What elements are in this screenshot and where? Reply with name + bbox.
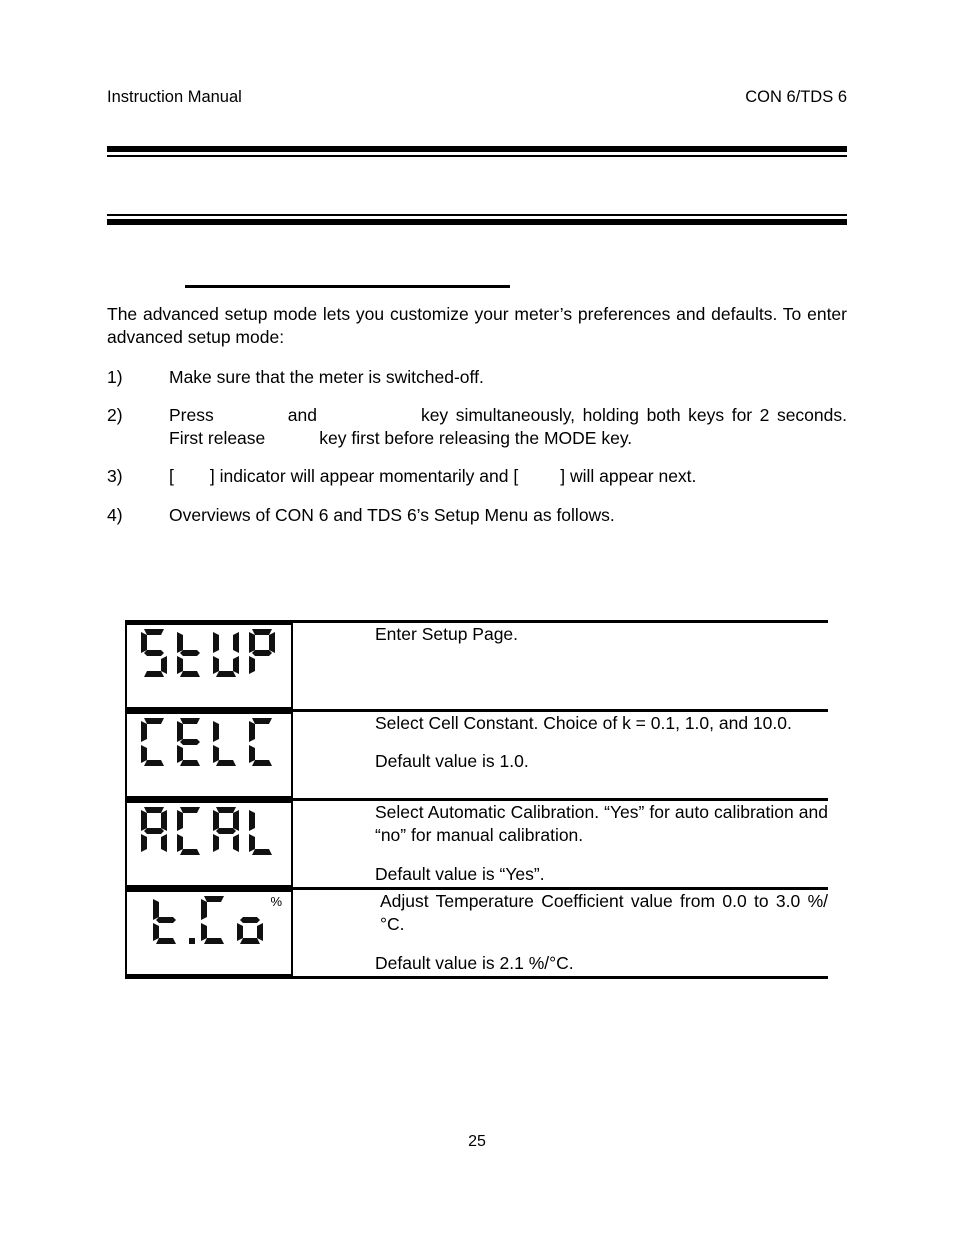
step-3-text-part1: [ — [169, 466, 174, 487]
setup-menu-row — [125, 800, 828, 889]
section-rule — [107, 214, 847, 225]
setup-menu-table-body — [125, 622, 828, 978]
subheading-underline — [185, 285, 510, 288]
step-1-text: Make sure that the meter is switched-off. — [169, 366, 484, 387]
setup-menu-description-line: Default value is “Yes”. — [375, 863, 545, 884]
header-right-text: CON 6/TDS 6 — [745, 88, 847, 106]
setup-menu-display-cell — [125, 622, 375, 711]
header-rule — [107, 146, 847, 157]
step-3 — [107, 465, 847, 488]
lcd-display — [125, 890, 293, 976]
page-number: 25 — [468, 1133, 486, 1150]
body-content — [107, 303, 847, 542]
intro-paragraph: The advanced setup mode lets you customize your meter’s preferences and defaults. To enter advanced setup mode: — [107, 304, 847, 348]
setup-menu-description-line: Select Cell Constant. Choice of k = 0.1, 1.0, and 10.0. — [375, 713, 792, 733]
setup-menu-row — [125, 622, 828, 711]
lcd-display — [125, 623, 293, 709]
setup-menu-description-line: Select Automatic Calibration. “Yes” for auto calibration and “no” for manual calibration. — [375, 802, 828, 846]
step-2-text-part3: key simultaneously, holding both keys for 2 seconds. First release — [169, 404, 847, 449]
setup-menu-display-cell — [125, 711, 375, 800]
step-4-marker: 4) — [107, 504, 123, 525]
step-1 — [107, 366, 847, 389]
setup-menu-description-line: Adjust Temperature Coefficient value from 0.0 to 3.0 %/°C. — [380, 891, 828, 935]
step-2-text-part1: Press — [169, 404, 214, 425]
step-3-text-part2: ] indicator will appear momentarily and [ — [209, 466, 519, 487]
setup-menu-description-cell — [375, 889, 828, 978]
step-2 — [107, 404, 847, 451]
step-2-marker: 2) — [107, 404, 123, 425]
setup-menu-row — [125, 711, 828, 800]
header-left-text: Instruction Manual — [107, 88, 242, 106]
step-2-text-part4: key first before releasing the MODE key. — [319, 428, 633, 449]
lcd-display — [125, 801, 293, 887]
setup-menu-description-line: Default value is 2.1 %/°C. — [375, 952, 574, 973]
step-4-text: Overviews of CON 6 and TDS 6’s Setup Menu as follows. — [169, 504, 615, 525]
setup-menu-description-line: Default value is 1.0. — [375, 751, 529, 772]
setup-menu-description-line: Enter Setup Page. — [375, 624, 519, 644]
step-2-text-part2: and — [287, 404, 317, 425]
setup-menu-description-cell — [375, 711, 828, 800]
setup-menu-description-cell — [375, 622, 828, 711]
step-1-marker: 1) — [107, 366, 123, 387]
setup-menu-row — [125, 889, 828, 978]
lcd-display — [125, 712, 293, 798]
step-3-marker: 3) — [107, 466, 123, 487]
section-rule-thick — [107, 219, 847, 225]
setup-menu-display-cell — [125, 800, 375, 889]
percent-indicator: % — [270, 894, 282, 909]
setup-menu-display-cell — [125, 889, 375, 978]
setup-menu-description-cell — [375, 800, 828, 889]
step-4 — [107, 504, 847, 527]
page-header — [107, 88, 847, 107]
step-3-text-part3: ] will appear next. — [560, 466, 697, 487]
header-rule-thin — [107, 155, 847, 157]
setup-menu-table — [125, 620, 828, 979]
